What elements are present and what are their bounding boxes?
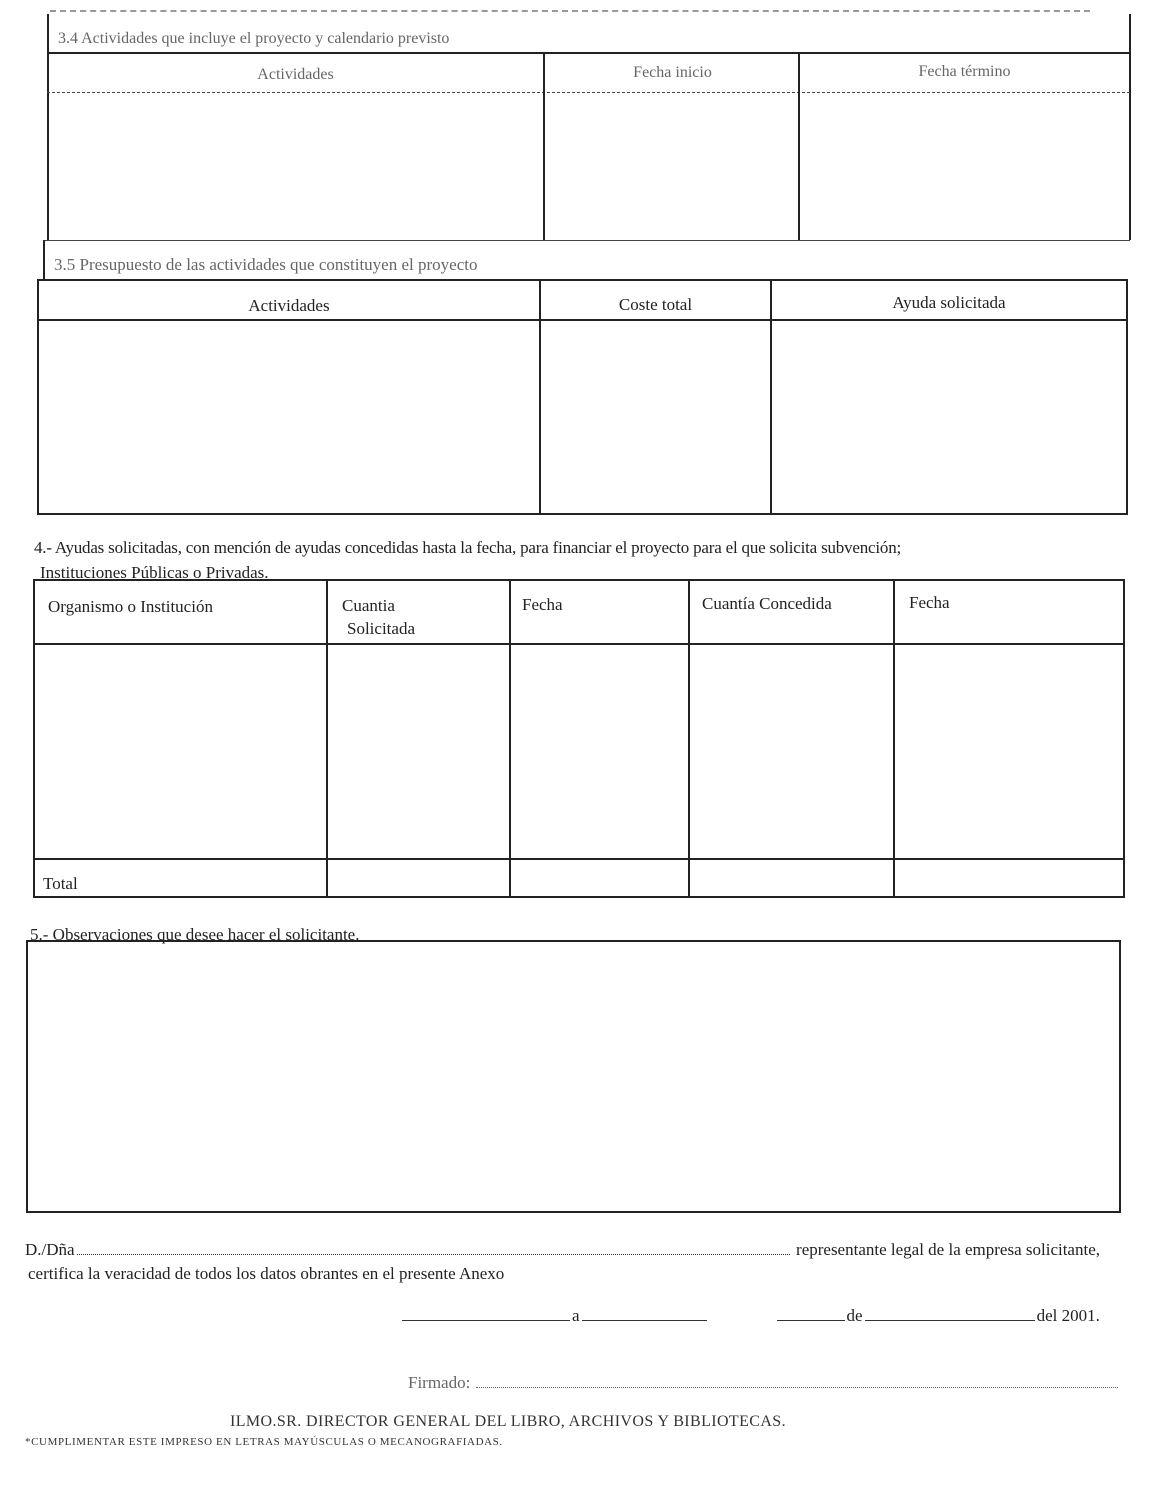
name-field[interactable] <box>77 1242 790 1255</box>
date-de-label: de <box>846 1306 863 1325</box>
place-field[interactable] <box>402 1306 570 1321</box>
day-field[interactable] <box>582 1306 707 1321</box>
section-3-4-col-divider-1 <box>543 52 545 240</box>
section-4-header-organismo: Organismo o Institución <box>48 597 213 616</box>
section-4-title-line1: 4.- Ayudas solicitadas, con mención de ayudas concedidas hasta la fecha, para financiar el proyecto para el que solicita subvención; <box>34 538 902 557</box>
section-3-5-col-divider-2 <box>770 280 772 514</box>
section-4-total-label: Total <box>43 874 78 893</box>
section-4-header-solicitada: Solicitada <box>347 619 415 638</box>
section-4-col-divider-3 <box>688 580 690 897</box>
section-3-4-header-actividades: Actividades <box>257 66 334 83</box>
section-4-col-divider-1 <box>326 580 328 897</box>
section-3-5-header-actividades: Actividades <box>248 296 330 315</box>
section-4-table <box>33 579 1125 898</box>
section-4-col-divider-2 <box>509 580 511 897</box>
section-3-4-title: 3.4 Actividades que incluye el proyecto y calendario previsto <box>58 30 450 47</box>
date-del-label: del 2001. <box>1036 1306 1100 1325</box>
certification-prefix: D./Dña <box>25 1240 75 1259</box>
section-3-4-header-divider <box>47 92 1130 93</box>
signature-field[interactable] <box>476 1375 1118 1388</box>
top-cropped-edge <box>50 10 1090 12</box>
section-3-4-col-divider-2 <box>798 52 800 240</box>
section-4-header-divider <box>35 643 1123 645</box>
date-line <box>402 1306 1117 1326</box>
signature-label: Firmado: <box>408 1373 471 1392</box>
section-4-col-divider-4 <box>893 580 895 897</box>
observations-box[interactable] <box>26 940 1121 1213</box>
section-4-header-cuantia-concedida: Cuantía Concedida <box>702 594 832 613</box>
section-3-5-top-border <box>43 240 1130 241</box>
section-3-5-header-coste-total: Coste total <box>618 295 693 314</box>
signature-line <box>408 1373 1118 1393</box>
date-a-label: a <box>572 1306 580 1325</box>
certification-line1 <box>25 1240 1100 1260</box>
section-3-5-title-left-border <box>43 240 45 280</box>
section-3-5-title: 3.5 Presupuesto de las actividades que constituyen el proyecto <box>54 255 478 274</box>
section-4-title-line2: Instituciones Públicas o Privadas. <box>40 563 269 582</box>
section-3-4-right-border <box>1129 14 1131 240</box>
section-3-5-header-ayuda-solicitada: Ayuda solicitada <box>892 293 1006 312</box>
section-5-title: 5.- Observaciones que desee hacer el solicitante. <box>30 925 360 944</box>
section-4-header-cuantia: Cuantia <box>342 596 395 615</box>
section-4-header-fecha-2: Fecha <box>909 593 950 612</box>
footer-note: *CUMPLIMENTAR ESTE IMPRESO EN LETRAS MAYÚSCULAS O MECANOGRAFIADAS. <box>25 1436 503 1448</box>
year-field[interactable] <box>865 1306 1035 1321</box>
month-field[interactable] <box>777 1306 845 1321</box>
section-3-4-left-border <box>47 14 49 240</box>
section-4-total-divider <box>35 858 1123 860</box>
section-3-4-header-fecha-inicio: Fecha inicio <box>633 64 712 81</box>
section-3-4-header-fecha-termino: Fecha término <box>918 63 1011 80</box>
section-3-5-col-divider-1 <box>539 280 541 514</box>
section-4-header-fecha-1: Fecha <box>522 595 563 614</box>
certification-line2: certifica la veracidad de todos los datos obrantes en el presente Anexo <box>28 1264 505 1283</box>
footer-addressee: ILMO.SR. DIRECTOR GENERAL DEL LIBRO, ARCHIVOS Y BIBLIOTECAS. <box>230 1413 787 1430</box>
section-3-5-header-divider <box>39 319 1127 321</box>
section-3-4-title-divider <box>47 52 1130 54</box>
certification-suffix: representante legal de la empresa solicitante, <box>796 1240 1100 1259</box>
